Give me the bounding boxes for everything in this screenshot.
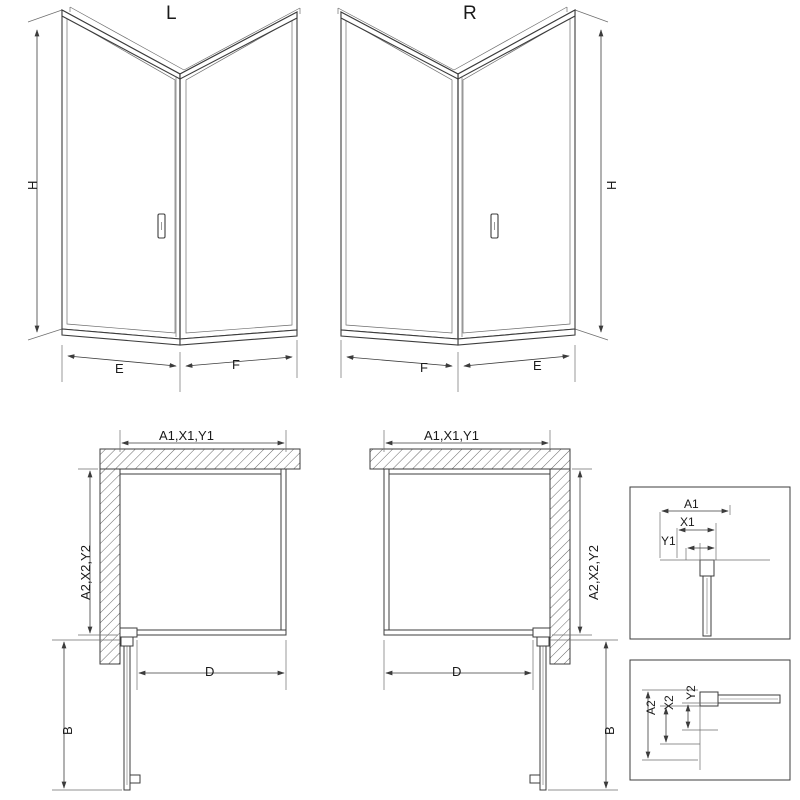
plan-left-door-dim-label: B <box>60 726 75 735</box>
detail-bottom-dim-a2: A2 <box>644 700 658 715</box>
iso-view-left <box>28 7 300 392</box>
plan-view-left <box>52 430 300 790</box>
detail-top-dim-y1: Y1 <box>661 534 676 548</box>
detail-box-top <box>630 487 790 639</box>
plan-right-side-dim-label: A2,X2,Y2 <box>586 545 601 600</box>
plan-right-top-dim-label: A1,X1,Y1 <box>424 428 479 443</box>
label-height-left: H <box>25 180 40 190</box>
plan-right-inner-dim-label: D <box>452 664 462 679</box>
detail-top-dim-a1: A1 <box>684 497 699 511</box>
label-height-right: H <box>604 180 619 190</box>
iso-view-right <box>338 7 608 392</box>
plan-left-top-dim-label: A1,X1,Y1 <box>159 428 214 443</box>
label-width-f-right: F <box>420 360 428 375</box>
detail-box-bottom <box>630 660 790 780</box>
label-handing-right: R <box>463 3 477 24</box>
detail-bottom-dim-y2: Y2 <box>684 685 698 700</box>
plan-view-right <box>370 430 618 790</box>
label-width-e-right: E <box>533 358 542 373</box>
label-width-f-left: F <box>232 357 240 372</box>
plan-left-inner-dim-label: D <box>205 664 215 679</box>
plan-left-side-dim-label: A2,X2,Y2 <box>78 545 93 600</box>
detail-top-dim-x1: X1 <box>680 515 695 529</box>
plan-right-door-dim-label: B <box>602 726 617 735</box>
detail-bottom-dim-x2: X2 <box>662 695 676 710</box>
label-handing-left: L <box>166 3 177 24</box>
label-width-e-left: E <box>115 361 124 376</box>
